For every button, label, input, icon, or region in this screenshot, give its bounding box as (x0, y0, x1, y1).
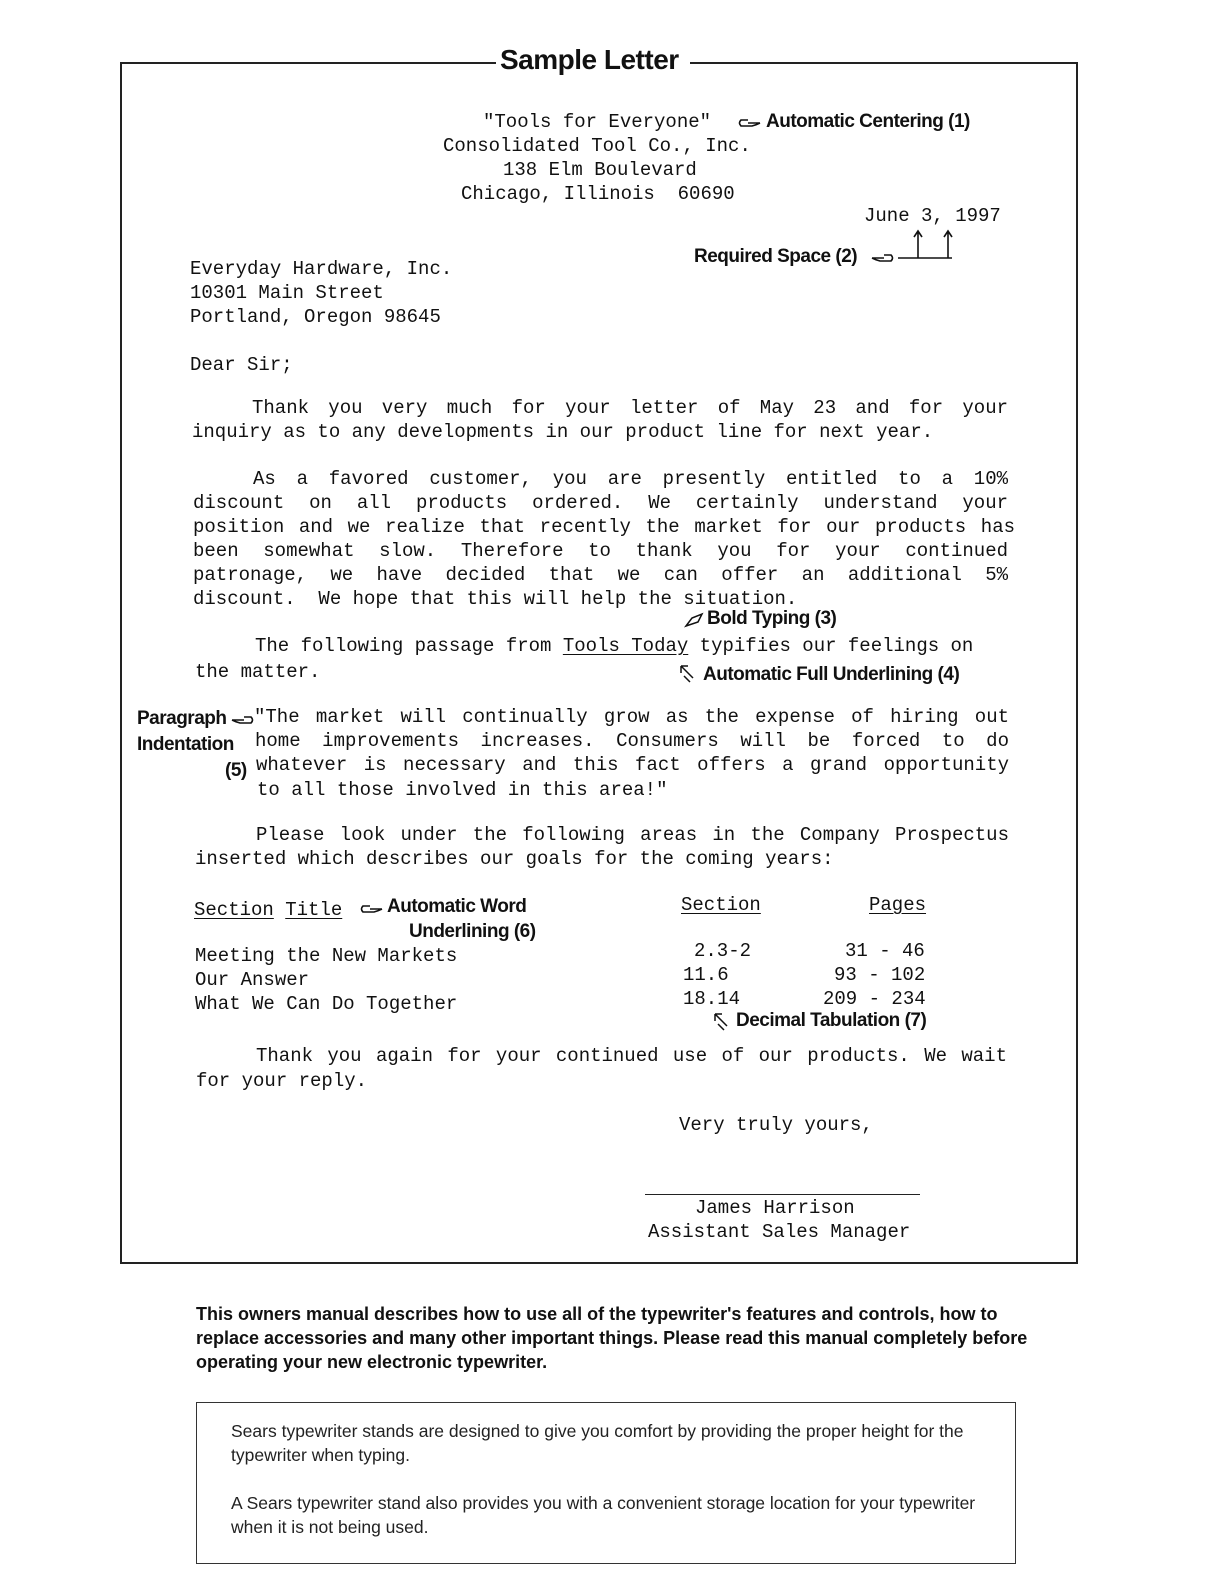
table-header-title (194, 898, 342, 922)
p4-line: inserted which describes our goals for the coming years: (195, 848, 834, 870)
recipient-name: Everyday Hardware, Inc. (190, 258, 453, 280)
p3-text-before: The following passage from (255, 635, 563, 657)
signature-line (645, 1194, 920, 1195)
required-space-mark-icon (896, 228, 956, 262)
p2-line: discount. We hope that this will help the situation. (193, 588, 798, 610)
pointing-hand-icon (678, 664, 696, 684)
annotation-word-underlining: Underlining (6) (409, 921, 536, 942)
letterhead-city: Chicago, Illinois 60690 (461, 183, 735, 205)
p2-line: discount on all products ordered. We certainly understand your (193, 492, 1008, 514)
table-row-pages: 93 - 102 (834, 964, 926, 986)
p2-line: As a favored customer, you are presently entitled to a 10% (253, 468, 1008, 490)
page-title: Sample Letter (500, 44, 679, 75)
pointing-hand-icon (360, 903, 384, 915)
table-row-section: 18.14 (683, 988, 741, 1010)
table-row-pages: 31 - 46 (845, 940, 925, 962)
p4-line: Please look under the following areas in the Company Prospectus (256, 824, 1009, 846)
annotation-indent-indentation: Indentation (137, 734, 234, 755)
quote-line: to all those involved in this area!" (257, 779, 668, 801)
annotation-centering: Automatic Centering (1) (766, 111, 970, 132)
letterhead-company: Consolidated Tool Co., Inc. (443, 135, 751, 157)
quote-line: home improvements increases. Consumers will be forced to do (255, 730, 1009, 752)
table-header-pages: Pages (869, 894, 927, 916)
frame-top-right-rule (690, 62, 1076, 64)
annotation-word-underlining: Automatic Word (387, 896, 527, 917)
pointing-hand-icon (684, 612, 704, 628)
p5-line: Thank you again for your continued use of our products. We wait (256, 1045, 1007, 1067)
annotation-indent-number: (5) (225, 760, 247, 781)
underlined-title: Tools Today (562, 635, 689, 657)
table-header-section: Section (681, 894, 761, 916)
table-row-title: Meeting the New Markets (195, 945, 458, 967)
p1-line: Thank you very much for your letter of May 23 and for your (252, 397, 1008, 419)
recipient-street: 10301 Main Street (190, 282, 384, 304)
signature-name: James Harrison (695, 1197, 855, 1219)
pointing-hand-icon (712, 1012, 730, 1032)
recipient-city: Portland, Oregon 98645 (190, 306, 441, 328)
stand-info-paragraph: Sears typewriter stands are designed to give you comfort by providing the proper height for the typewriter when typing. (231, 1421, 964, 1465)
annotation-full-underlining: Automatic Full Underlining (4) (703, 664, 960, 685)
closing: Very truly yours, (679, 1114, 873, 1136)
annotation-decimal-tab: Decimal Tabulation (7) (736, 1010, 927, 1031)
header-word: Section (194, 899, 274, 921)
p2-line: patronage, we have decided that we can offer an additional 5% (193, 564, 1008, 586)
p2-line: been somewhat slow. Therefore to thank you for your continued (193, 540, 1008, 562)
annotation-bold-typing: Bold Typing (3) (707, 608, 837, 629)
table-row-section: 2.3-2 (694, 940, 752, 962)
p2-line: position and we realize that recently the market for our products has (193, 516, 1015, 538)
table-row-title: Our Answer (195, 969, 310, 991)
table-row-title: What We Can Do Together (195, 993, 458, 1015)
table-row-pages: 209 - 234 (823, 988, 926, 1010)
p5-line: for your reply. (196, 1070, 368, 1092)
salutation: Dear Sir; (190, 354, 293, 376)
header-word: Title (285, 899, 343, 921)
p3-text-after: typifies our feelings on (688, 635, 974, 657)
frame-top-left-rule (120, 62, 496, 64)
pointing-hand-icon (230, 714, 254, 726)
quote-line: whatever is necessary and this fact offers a grand opportunity (256, 754, 1009, 776)
pointing-hand-icon (738, 117, 762, 129)
table-row-section: 11.6 (683, 964, 729, 986)
pointing-hand-icon (870, 252, 894, 264)
manual-notice: This owners manual describes how to use all of the typewriter's features and controls, how to replace accessories and many other important things. Please read this manual completely before operating your new electronic typewriter. (196, 1304, 1028, 1372)
letter-date: June 3, 1997 (864, 205, 1001, 227)
quote-line: "The market will continually grow as the expense of hiring out (254, 706, 1009, 728)
stand-info-paragraph: A Sears typewriter stand also provides you with a convenient storage location for your typewriter when it is not being used. (231, 1493, 976, 1537)
p1-line: inquiry as to any developments in our product line for next year. (192, 421, 934, 443)
p3-line2: the matter. (195, 661, 321, 683)
annotation-required-space: Required Space (2) (694, 246, 858, 267)
letterhead-street: 138 Elm Boulevard (503, 159, 697, 181)
p3-line1 (255, 634, 973, 658)
letterhead-slogan: "Tools for Everyone" (483, 111, 712, 133)
signature-title: Assistant Sales Manager (648, 1221, 911, 1243)
annotation-indent-paragraph: Paragraph (137, 708, 227, 729)
stand-info-box (196, 1402, 1016, 1564)
